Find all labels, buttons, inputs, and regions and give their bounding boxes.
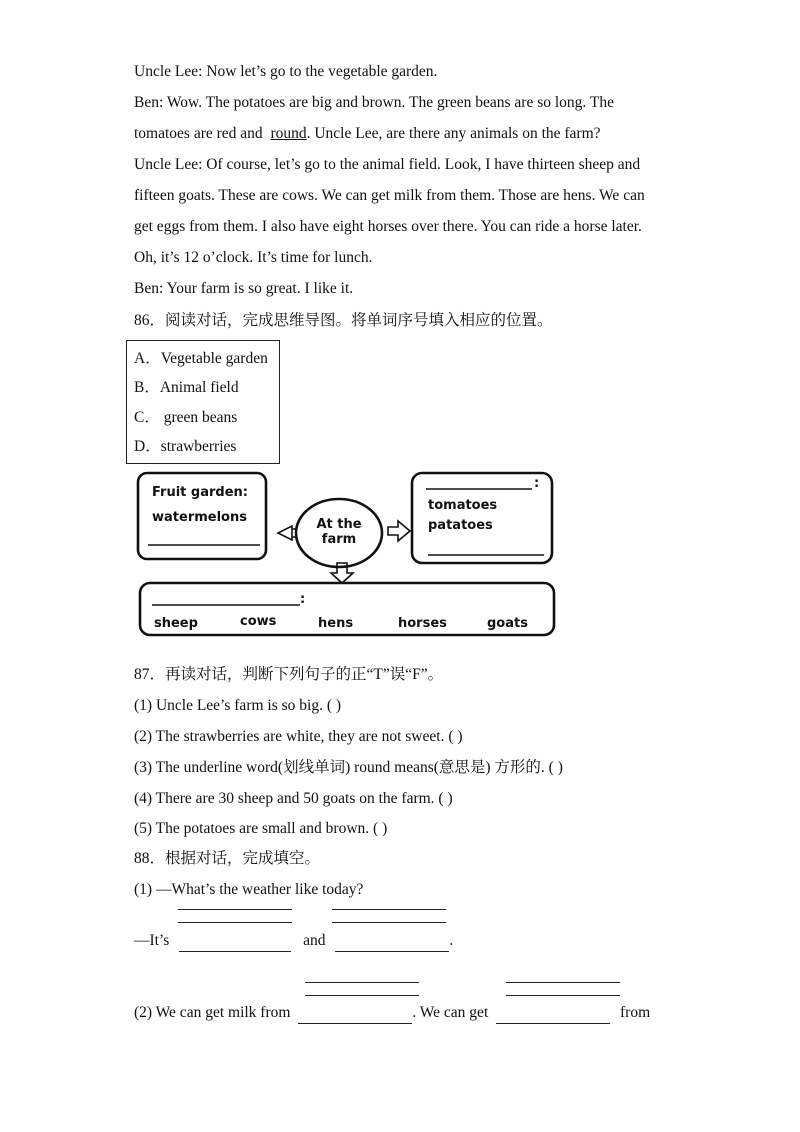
fill-item-2: [134, 1003, 650, 1024]
blank-line: [178, 922, 292, 923]
judge-item-5[interactable]: (5) The potatoes are small and brown. ( ): [134, 820, 388, 837]
answer-blank-4[interactable]: [496, 1003, 610, 1024]
dialogue-line-7: Oh, it’s 12 o’clock. It’s time for lunch.: [134, 249, 373, 266]
center-label-line1: At the: [316, 517, 362, 532]
vegetable-tomatoes: tomatoes: [428, 498, 498, 513]
item2-prefix: (2) We can get milk from: [134, 1004, 291, 1021]
item2-mid: . We can get: [412, 1004, 489, 1021]
blank-line: [332, 922, 446, 923]
judge-item-1[interactable]: (1) Uncle Lee’s farm is so big. ( ): [134, 697, 342, 714]
arrow-left-icon: [278, 526, 296, 540]
dialogue-text: tomatoes are red and: [134, 125, 271, 142]
fruit-garden-watermelons: watermelons: [152, 510, 247, 525]
dialogue-line-5: fifteen goats. These are cows. We can get milk from them. Those are hens. We can: [134, 187, 645, 204]
animal-cows: cows: [240, 614, 277, 629]
question-86-heading: 86．阅读对话，完成思维导图。将单词序号填入相应的位置。: [134, 312, 553, 329]
option-b: B．Animal field: [134, 379, 239, 396]
answer-blank-3[interactable]: [298, 1003, 412, 1024]
blank-line: [506, 982, 620, 983]
animal-colon: :: [300, 592, 306, 607]
dialogue-line-4: Uncle Lee: Of course, let’s go to the animal field. Look, I have thirteen sheep and: [134, 156, 641, 173]
dialogue-line-3: [134, 124, 601, 144]
blank-line: [506, 995, 620, 996]
farm-mind-map: [132, 465, 562, 640]
center-label-line2: farm: [321, 532, 357, 547]
dialogue-line-8: Ben: Your farm is so great. I like it.: [134, 280, 354, 297]
blank-line: [332, 909, 446, 910]
blank-line: [305, 982, 419, 983]
dialogue-text: . Uncle Lee, are there any animals on the farm?: [306, 125, 601, 142]
vegetable-colon: :: [534, 476, 540, 491]
animal-hens: hens: [318, 616, 354, 631]
blank-line: [305, 995, 419, 996]
question-87-heading: 87．再读对话，判断下列句子的正“T”误“F”。: [134, 666, 444, 683]
judge-item-3[interactable]: (3) The underline word(划线单词) round means(意思是) 方形的. ( ): [134, 759, 563, 776]
vegetable-patatoes: patatoes: [428, 518, 493, 533]
question-88-heading: 88．根据对话，完成填空。: [134, 850, 321, 867]
answer-prefix: —It’s: [134, 932, 170, 949]
animal-goats: goats: [487, 616, 528, 631]
judge-item-2[interactable]: (2) The strawberries are white, they are not sweet. ( ): [134, 728, 463, 745]
blank-line: [178, 909, 292, 910]
fill-item-1-answer: [134, 931, 453, 952]
judge-item-4[interactable]: (4) There are 30 sheep and 50 goats on the farm. ( ): [134, 790, 453, 807]
underlined-word-round: round: [270, 125, 307, 142]
option-c: C． green beans: [134, 409, 238, 426]
answer-period: .: [449, 932, 454, 949]
dialogue-line-1: Uncle Lee: Now let’s go to the vegetable garden.: [134, 63, 438, 80]
option-d: D．strawberries: [134, 438, 237, 455]
option-a: A．Vegetable garden: [134, 350, 268, 367]
dialogue-line-6: get eggs from them. I also have eight horses over there. You can ride a horse later.: [134, 218, 642, 235]
answer-blank-2[interactable]: [335, 931, 449, 952]
item2-end: from: [620, 1004, 651, 1021]
answer-and: and: [303, 932, 326, 949]
arrow-right-icon: [388, 521, 410, 541]
dialogue-line-2: Ben: Wow. The potatoes are big and brown. The green beans are so long. The: [134, 94, 614, 111]
animal-horses: horses: [398, 616, 447, 631]
fill-item-1-question: (1) —What’s the weather like today?: [134, 881, 364, 898]
word-options-box: [126, 340, 280, 464]
animal-sheep: sheep: [154, 616, 198, 631]
fruit-garden-title: Fruit garden:: [152, 485, 248, 500]
answer-blank-1[interactable]: [179, 931, 291, 952]
